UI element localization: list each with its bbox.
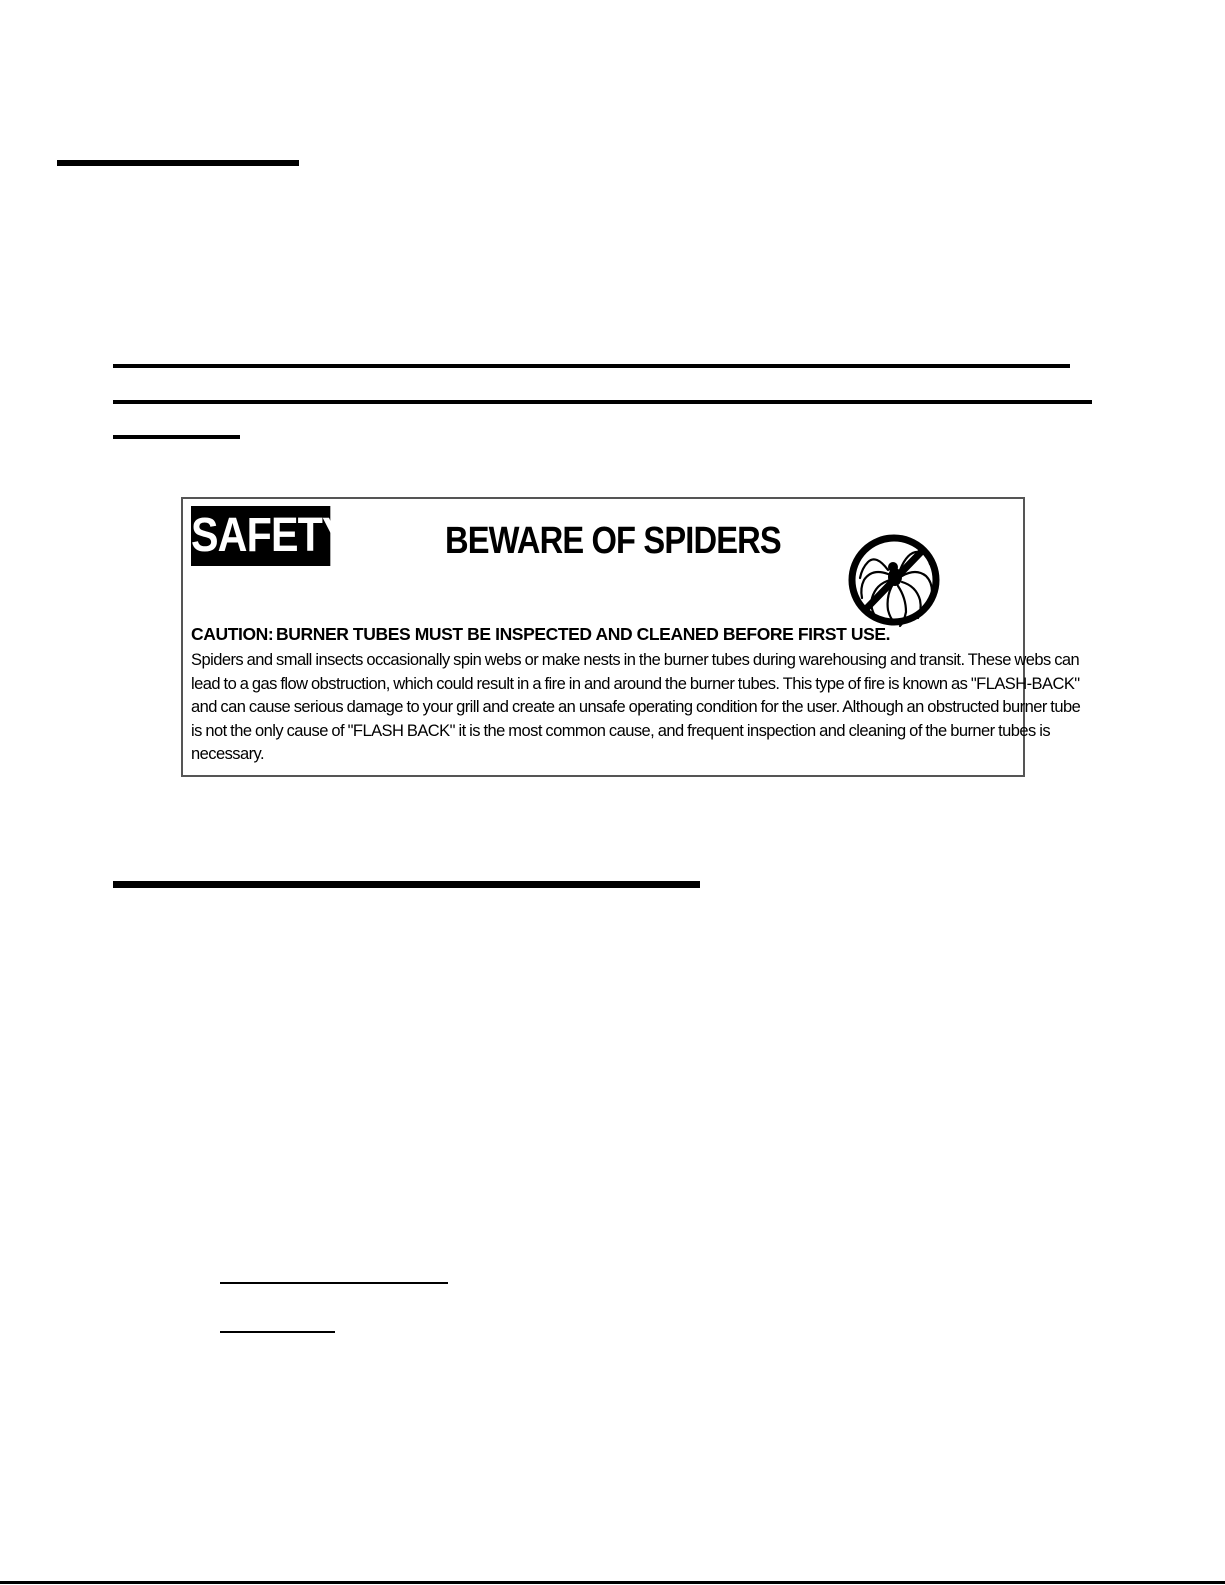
caution-label: CAUTION: — [191, 624, 274, 644]
notice-body-line: is not the only cause of "FLASH BACK" it is the most common cause, and frequent inspection and cleaning of the burner tubes is — [191, 721, 1051, 740]
subheading-underline — [113, 435, 240, 439]
safety-badge: SAFETY ! — [191, 506, 330, 566]
notice-body — [191, 649, 1081, 767]
notice-headline: BEWARE OF SPIDERS — [445, 520, 781, 562]
notice-body-line: and can cause serious damage to your grill and create an unsafe operating condition for the user. Although an obstructed burner tube — [191, 698, 1081, 716]
section-underline — [113, 881, 700, 888]
list-item-underline — [220, 1282, 448, 1284]
heading-underline — [57, 160, 299, 166]
page-bottom-border — [0, 1581, 1225, 1584]
safety-notice-box — [181, 497, 1081, 777]
list-item-underline — [220, 1331, 335, 1333]
caution-line — [191, 623, 890, 645]
notice-body-line: necessary. — [191, 745, 265, 763]
notice-body-line: lead to a gas flow obstruction, which could result in a fire in and around the burner tubes. This type of fire is known as "FLASH-BACK" — [191, 674, 1080, 693]
subheading-underline — [113, 364, 1070, 368]
caution-text: BURNER TUBES MUST BE INSPECTED AND CLEANED BEFORE FIRST USE. — [276, 624, 891, 644]
subheading-underline — [113, 400, 1092, 404]
notice-body-line: Spiders and small insects occasionally spin webs or make nests in the burner tubes during warehousing and transit. These webs can — [191, 651, 1080, 669]
